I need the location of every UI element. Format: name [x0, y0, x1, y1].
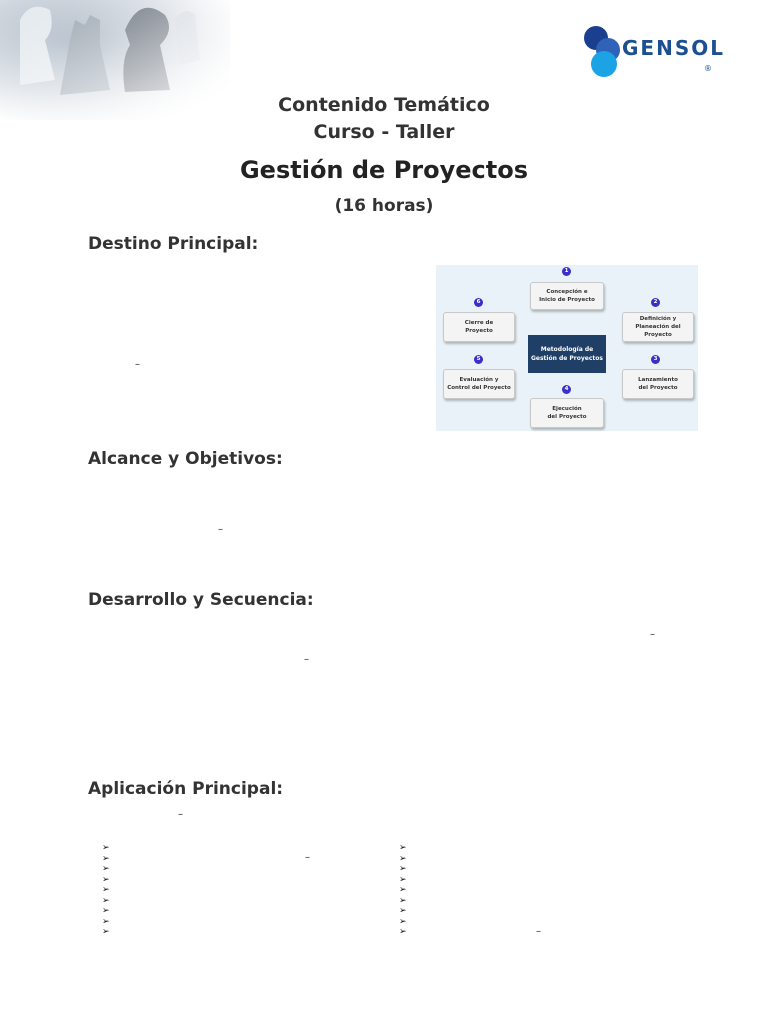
bullet-icon: ➢ — [102, 895, 110, 906]
bullet-icon: ➢ — [102, 927, 110, 937]
diagram-center — [528, 335, 606, 373]
step-6-box — [443, 312, 515, 342]
registered-mark: ® — [704, 64, 712, 73]
bullet-icon: ➢ — [399, 864, 407, 874]
heading-destino: Destino Principal: — [88, 234, 259, 254]
step-6-line-1: Cierre de — [464, 320, 494, 326]
step-4-box — [530, 398, 604, 428]
center-line-1: Metodología de — [540, 346, 594, 353]
bullet-icon: ➢ — [102, 916, 110, 927]
step-1-box — [530, 282, 604, 310]
heading-desarrollo: Desarrollo y Secuencia: — [88, 590, 314, 610]
bullet-icon: ➢ — [102, 906, 110, 916]
step-5-number: 5 — [474, 355, 483, 364]
duration: (16 horas) — [334, 196, 434, 216]
bullet-icon: ➢ — [399, 874, 407, 885]
dash-mark: – — [536, 926, 541, 937]
bullet-icon: ➢ — [399, 906, 407, 916]
bullet-icon: ➢ — [102, 843, 110, 853]
bullet-icon: ➢ — [399, 895, 407, 906]
step-4-line-2: del Proyecto — [547, 414, 587, 420]
step-3-box — [622, 369, 694, 399]
heading-alcance: Alcance y Objetivos: — [88, 449, 283, 469]
bullet-icon: ➢ — [399, 927, 407, 937]
bullet-icon: ➢ — [102, 885, 110, 895]
step-3-number: 3 — [651, 355, 660, 364]
step-2-number: 2 — [651, 298, 660, 307]
title-line-1: Contenido Temático — [278, 94, 490, 116]
course-title: Gestión de Proyectos — [239, 156, 528, 184]
bullet-icon: ➢ — [102, 864, 110, 874]
dash-mark: – — [178, 809, 183, 820]
bullet-list-right — [399, 843, 407, 938]
title-line-2: Curso - Taller — [313, 121, 455, 143]
bullet-list-left — [102, 843, 110, 938]
bullet-icon: ➢ — [399, 916, 407, 927]
bullet-icon: ➢ — [399, 885, 407, 895]
step-6-number: 6 — [474, 298, 483, 307]
step-2-line-1: Definición y — [639, 316, 677, 322]
step-5-box — [443, 369, 515, 399]
bullet-icon: ➢ — [399, 853, 407, 864]
heading-aplicacion: Aplicación Principal: — [88, 779, 284, 799]
step-6-line-2: Proyecto — [465, 328, 493, 334]
dash-mark: – — [304, 654, 309, 665]
step-4-line-1: Ejecución — [552, 406, 582, 412]
step-1-line-2: Inicio de Proyecto — [539, 297, 595, 303]
logo-text: GENSOL — [622, 36, 725, 60]
step-2-box — [622, 312, 694, 342]
center-line-2: Gestión de Proyectos — [530, 355, 603, 362]
step-3-line-2: del Proyecto — [638, 385, 678, 391]
step-2-line-2: Planeación del Proyecto — [635, 324, 681, 338]
step-1-line-1: Concepción e — [546, 289, 588, 295]
step-1-number: 1 — [562, 267, 571, 276]
step-5-line-1: Evaluación y — [459, 377, 499, 383]
bullet-icon: ➢ — [399, 843, 407, 853]
gensol-logo — [578, 22, 725, 80]
dash-mark: – — [218, 524, 223, 535]
bullet-icon: ➢ — [102, 853, 110, 864]
dash-mark: – — [135, 359, 140, 370]
bullet-icon: ➢ — [102, 874, 110, 885]
dash-mark: – — [650, 629, 655, 640]
step-3-line-1: Lanzamiento — [638, 377, 678, 383]
step-5-line-2: Control del Proyecto — [447, 385, 511, 391]
methodology-diagram — [436, 265, 698, 431]
dash-mark: – — [305, 852, 310, 863]
step-4-number: 4 — [562, 385, 571, 394]
